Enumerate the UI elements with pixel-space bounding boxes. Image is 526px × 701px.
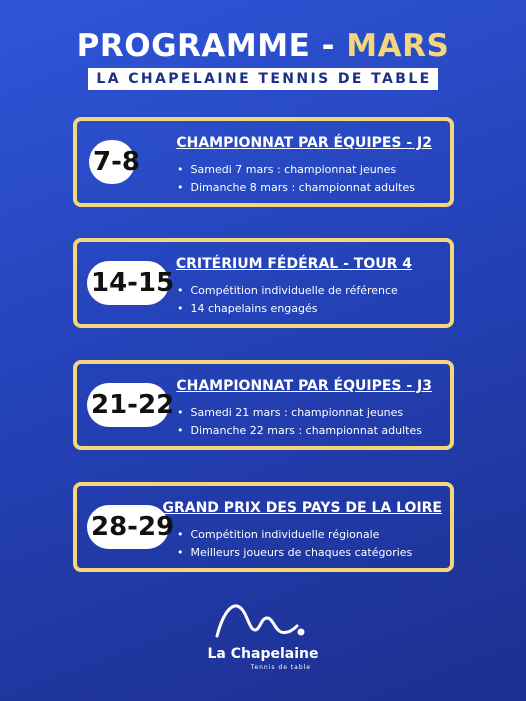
event-detail: • Samedi 7 mars : championnat jeunes — [177, 161, 415, 179]
event-date: 21-22 — [87, 383, 169, 427]
club-subtitle: LA CHAPELAINE TENNIS DE TABLE — [88, 68, 437, 90]
event-detail: • Samedi 21 mars : championnat jeunes — [177, 404, 422, 422]
event-detail: • Compétition individuelle régionale — [177, 526, 412, 544]
event-card — [73, 482, 454, 572]
event-title: CHAMPIONNAT PAR ÉQUIPES - J2 — [176, 135, 432, 151]
event-card — [73, 360, 454, 450]
event-detail: • Dimanche 22 mars : championnat adultes — [177, 422, 422, 440]
event-date: 14-15 — [87, 261, 169, 305]
subtitle-banner — [0, 68, 526, 90]
event-detail: • Dimanche 8 mars : championnat adultes — [177, 179, 415, 197]
logo-mark-icon — [205, 596, 321, 646]
logo-tagline: Tennis de table — [250, 664, 311, 671]
event-details — [177, 526, 412, 562]
event-card — [73, 238, 454, 328]
event-details — [177, 161, 415, 197]
logo-name: La Chapelaine — [207, 646, 319, 662]
event-details — [177, 404, 422, 440]
event-date: 7-8 — [89, 140, 135, 184]
event-title: CRITÉRIUM FÉDÉRAL - TOUR 4 — [175, 256, 412, 272]
title-month: MARS — [346, 28, 450, 64]
event-detail: • Meilleurs joueurs de chaques catégories — [177, 544, 412, 562]
event-details — [177, 282, 398, 318]
page-title — [0, 28, 526, 64]
event-detail: • 14 chapelains engagés — [177, 300, 398, 318]
event-title: GRAND PRIX DES PAYS DE LA LOIRE — [162, 500, 442, 516]
event-detail: • Compétition individuelle de référence — [177, 282, 398, 300]
title-main: PROGRAMME - — [76, 28, 335, 64]
event-title: CHAMPIONNAT PAR ÉQUIPES - J3 — [176, 378, 432, 394]
event-card — [73, 117, 454, 207]
event-date: 28-29 — [87, 505, 169, 549]
club-logo — [205, 596, 321, 676]
